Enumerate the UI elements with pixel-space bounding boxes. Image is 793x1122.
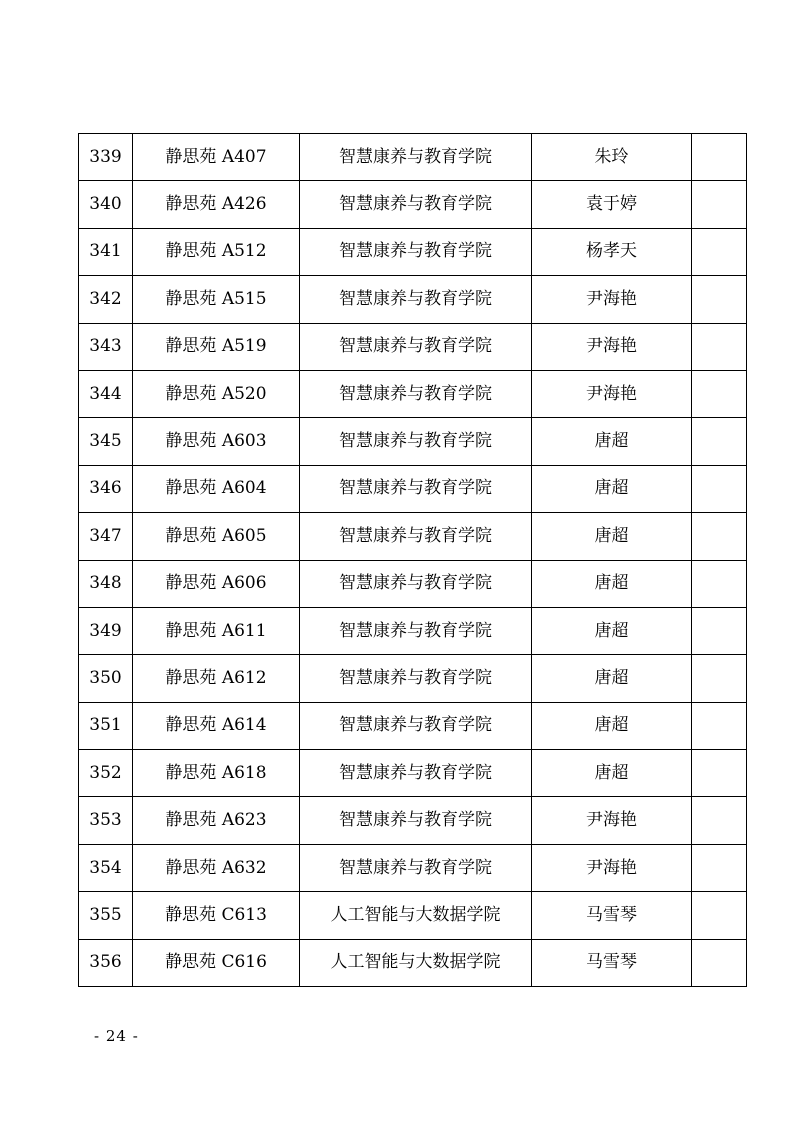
note-cell	[692, 607, 747, 654]
room-cell: 静思苑 A632	[133, 844, 300, 891]
person-cell: 唐超	[532, 655, 692, 702]
table-row	[79, 892, 747, 939]
table-row	[79, 323, 747, 370]
person-cell: 唐超	[532, 513, 692, 560]
row-number-cell: 345	[79, 418, 133, 465]
table-body	[79, 134, 747, 987]
table-row	[79, 607, 747, 654]
room-cell: 静思苑 A512	[133, 228, 300, 275]
note-cell	[692, 702, 747, 749]
note-cell	[692, 560, 747, 607]
college-cell: 智慧康养与教育学院	[300, 276, 532, 323]
room-cell: 静思苑 A604	[133, 465, 300, 512]
row-number-cell: 349	[79, 607, 133, 654]
room-cell: 静思苑 A407	[133, 134, 300, 181]
note-cell	[692, 134, 747, 181]
college-cell: 智慧康养与教育学院	[300, 370, 532, 417]
row-number-cell: 354	[79, 844, 133, 891]
row-number-cell: 343	[79, 323, 133, 370]
row-number-cell: 346	[79, 465, 133, 512]
note-cell	[692, 181, 747, 228]
table-row	[79, 750, 747, 797]
room-cell: 静思苑 A606	[133, 560, 300, 607]
table-row	[79, 513, 747, 560]
college-cell: 人工智能与大数据学院	[300, 892, 532, 939]
room-cell: 静思苑 A603	[133, 418, 300, 465]
note-cell	[692, 418, 747, 465]
table-row	[79, 181, 747, 228]
person-cell: 马雪琴	[532, 939, 692, 986]
person-cell: 马雪琴	[532, 892, 692, 939]
college-cell: 智慧康养与教育学院	[300, 228, 532, 275]
row-number-cell: 340	[79, 181, 133, 228]
college-cell: 智慧康养与教育学院	[300, 465, 532, 512]
row-number-cell: 344	[79, 370, 133, 417]
note-cell	[692, 750, 747, 797]
dormitory-table	[78, 133, 747, 987]
note-cell	[692, 228, 747, 275]
room-cell: 静思苑 A623	[133, 797, 300, 844]
table-row	[79, 370, 747, 417]
table-row	[79, 560, 747, 607]
row-number-cell: 348	[79, 560, 133, 607]
room-cell: 静思苑 A515	[133, 276, 300, 323]
note-cell	[692, 655, 747, 702]
table-row	[79, 418, 747, 465]
college-cell: 智慧康养与教育学院	[300, 513, 532, 560]
person-cell: 唐超	[532, 702, 692, 749]
table-row	[79, 655, 747, 702]
college-cell: 智慧康养与教育学院	[300, 560, 532, 607]
table-row	[79, 939, 747, 986]
person-cell: 尹海艳	[532, 797, 692, 844]
college-cell: 人工智能与大数据学院	[300, 939, 532, 986]
note-cell	[692, 892, 747, 939]
room-cell: 静思苑 A605	[133, 513, 300, 560]
person-cell: 杨孝天	[532, 228, 692, 275]
row-number-cell: 355	[79, 892, 133, 939]
note-cell	[692, 370, 747, 417]
row-number-cell: 353	[79, 797, 133, 844]
table-row	[79, 797, 747, 844]
person-cell: 袁于婷	[532, 181, 692, 228]
room-cell: 静思苑 A614	[133, 702, 300, 749]
person-cell: 唐超	[532, 560, 692, 607]
college-cell: 智慧康养与教育学院	[300, 134, 532, 181]
room-cell: 静思苑 A426	[133, 181, 300, 228]
room-cell: 静思苑 C616	[133, 939, 300, 986]
row-number-cell: 347	[79, 513, 133, 560]
person-cell: 尹海艳	[532, 323, 692, 370]
row-number-cell: 351	[79, 702, 133, 749]
room-cell: 静思苑 A618	[133, 750, 300, 797]
person-cell: 尹海艳	[532, 844, 692, 891]
note-cell	[692, 844, 747, 891]
room-cell: 静思苑 A519	[133, 323, 300, 370]
college-cell: 智慧康养与教育学院	[300, 750, 532, 797]
room-cell: 静思苑 A520	[133, 370, 300, 417]
table-row	[79, 228, 747, 275]
college-cell: 智慧康养与教育学院	[300, 655, 532, 702]
row-number-cell: 350	[79, 655, 133, 702]
note-cell	[692, 323, 747, 370]
row-number-cell: 341	[79, 228, 133, 275]
note-cell	[692, 513, 747, 560]
room-cell: 静思苑 A612	[133, 655, 300, 702]
table-row	[79, 465, 747, 512]
person-cell: 唐超	[532, 465, 692, 512]
row-number-cell: 352	[79, 750, 133, 797]
person-cell: 唐超	[532, 750, 692, 797]
table-row	[79, 844, 747, 891]
page-number: - 24 -	[94, 1027, 139, 1045]
person-cell: 朱玲	[532, 134, 692, 181]
table-row	[79, 134, 747, 181]
person-cell: 唐超	[532, 418, 692, 465]
row-number-cell: 356	[79, 939, 133, 986]
note-cell	[692, 939, 747, 986]
table-row	[79, 276, 747, 323]
note-cell	[692, 276, 747, 323]
note-cell	[692, 797, 747, 844]
college-cell: 智慧康养与教育学院	[300, 181, 532, 228]
person-cell: 唐超	[532, 607, 692, 654]
row-number-cell: 339	[79, 134, 133, 181]
person-cell: 尹海艳	[532, 370, 692, 417]
college-cell: 智慧康养与教育学院	[300, 844, 532, 891]
college-cell: 智慧康养与教育学院	[300, 418, 532, 465]
room-cell: 静思苑 C613	[133, 892, 300, 939]
college-cell: 智慧康养与教育学院	[300, 702, 532, 749]
row-number-cell: 342	[79, 276, 133, 323]
table-row	[79, 702, 747, 749]
college-cell: 智慧康养与教育学院	[300, 323, 532, 370]
note-cell	[692, 465, 747, 512]
college-cell: 智慧康养与教育学院	[300, 797, 532, 844]
college-cell: 智慧康养与教育学院	[300, 607, 532, 654]
room-cell: 静思苑 A611	[133, 607, 300, 654]
person-cell: 尹海艳	[532, 276, 692, 323]
